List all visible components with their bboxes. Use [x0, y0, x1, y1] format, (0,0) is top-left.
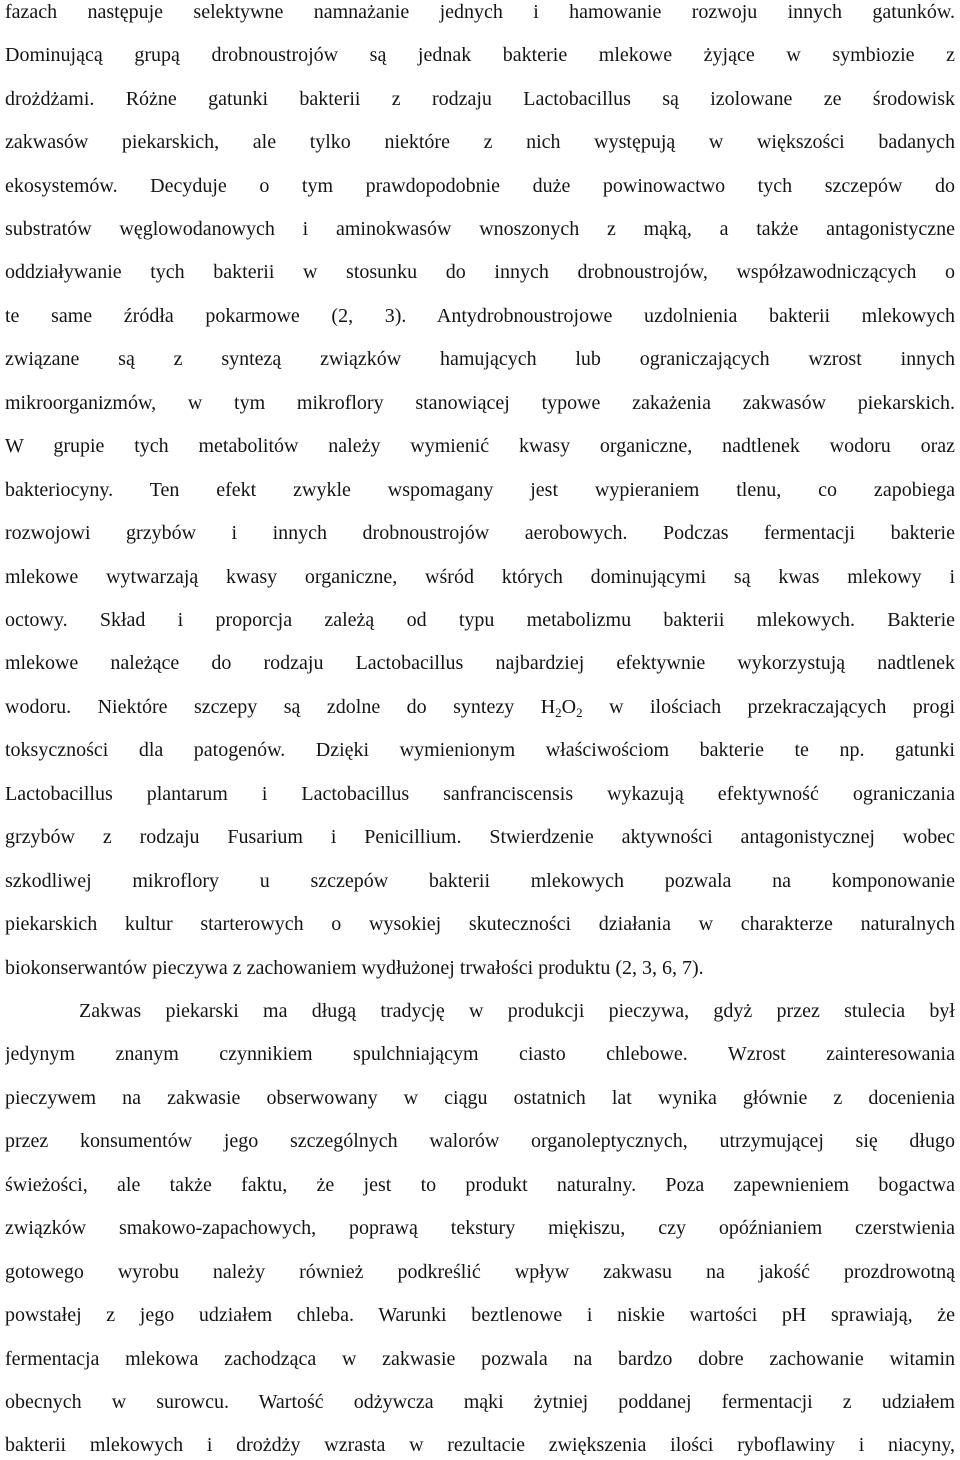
text-line: zakwasów piekarskich, ale tylko niektóre z nich występują w większości badanych — [5, 131, 955, 153]
text-line: bakterii mlekowych i drożdży wzrasta w rezultacie zwiększenia ilości ryboflawiny i niacyny, — [5, 1434, 955, 1456]
text-line: mlekowe należące do rodzaju Lactobacillus najbardziej efektywnie wykorzystują nadtlenek — [5, 652, 955, 674]
text-line: te same źródła pokarmowe (2, 3). Antydrobnoustrojowe uzdolnienia bakterii mlekowych — [5, 305, 955, 327]
text-line: ekosystemów. Decyduje o tym prawdopodobnie duże powinowactwo tych szczepów do — [5, 175, 955, 197]
text-line: przez konsumentów jego szczególnych walorów organoleptycznych, utrzymującej się długo — [5, 1130, 955, 1152]
text-line: piekarskich kultur starterowych o wysokiej skuteczności działania w charakterze naturalnych — [5, 913, 955, 935]
text-line: bakteriocyny. Ten efekt zwykle wspomagany jest wypieraniem tlenu, co zapobiega — [5, 479, 955, 501]
text-line: Dominującą grupą drobnoustrojów są jednak bakterie mlekowe żyjące w symbiozie z — [5, 44, 955, 66]
text-line: obecnych w surowcu. Wartość odżywcza mąki żytniej poddanej fermentacji z udziałem — [5, 1391, 955, 1413]
formula-text-middle: O — [561, 696, 577, 718]
text-line: Zakwas piekarski ma długą tradycję w produkcji pieczywa, gdyż przez stulecia był — [79, 1000, 955, 1022]
text-line: oddziaływanie tych bakterii w stosunku do innych drobnoustrojów, współzawodniczących o — [5, 261, 955, 283]
text-line: powstałej z jego udziałem chleba. Warunki beztlenowe i niskie wartości pH sprawiają, że — [5, 1304, 955, 1326]
text-line: fazach następuje selektywne namnażanie jednych i hamowanie rozwoju innych gatunków. — [5, 1, 955, 23]
text-line: substratów węglowodanowych i aminokwasów wnoszonych z mąką, a także antagonistyczne — [5, 218, 955, 240]
text-line: szkodliwej mikroflory u szczepów bakterii mlekowych pozwala na komponowanie — [5, 870, 955, 892]
formula-subscript: 2 — [576, 705, 583, 719]
text-line: świeżości, ale także faktu, że jest to produkt naturalny. Poza zapewnieniem bogactwa — [5, 1174, 955, 1196]
text-line: grzybów z rodzaju Fusarium i Penicillium. Stwierdzenie aktywności antagonistycznej wobec — [5, 826, 955, 848]
text-line: mikroorganizmów, w tym mikroflory stanowiącej typowe zakażenia zakwasów piekarskich. — [5, 392, 955, 414]
text-line: biokonserwantów pieczywa z zachowaniem wydłużonej trwałości produktu (2, 3, 6, 7). — [5, 957, 704, 979]
text-line: związane są z syntezą związków hamujących lub ograniczających wzrost innych — [5, 348, 955, 370]
text-line: drożdżami. Różne gatunki bakterii z rodzaju Lactobacillus są izolowane ze środowisk — [5, 88, 955, 110]
text-line: gotowego wyrobu należy również podkreślić wpływ zakwasu na jakość prozdrowotną — [5, 1261, 955, 1283]
text-line: pieczywem na zakwasie obserwowany w ciągu ostatnich lat wynika głównie z docenienia — [5, 1087, 955, 1109]
text-line: związków smakowo-zapachowych, poprawą tekstury miękiszu, czy opóźnianiem czerstwienia — [5, 1217, 955, 1239]
text-line: toksyczności dla patogenów. Dzięki wymienionym właściwościom bakterie te np. gatunki — [5, 739, 955, 761]
text-line: mlekowe wytwarzają kwasy organiczne, wśród których dominującymi są kwas mlekowy i — [5, 566, 955, 588]
text-line: Lactobacillus plantarum i Lactobacillus sanfranciscensis wykazują efektywność ograniczania — [5, 783, 955, 805]
formula-text-before: wodoru. Niektóre szczepy są zdolne do syntezy H — [5, 696, 556, 718]
formula-text-after: w ilościach przekraczających progi — [582, 696, 955, 718]
text-line: rozwojowi grzybów i innych drobnoustrojów aerobowych. Podczas fermentacji bakterie — [5, 522, 955, 544]
text-line-with-formula — [5, 695, 955, 719]
text-line: octowy. Skład i proporcja zależą od typu metabolizmu bakterii mlekowych. Bakterie — [5, 609, 955, 631]
text-line: fermentacja mlekowa zachodząca w zakwasie pozwala na bardzo dobre zachowanie witamin — [5, 1348, 955, 1370]
formula-subscript: 2 — [555, 705, 562, 719]
text-line: W grupie tych metabolitów należy wymienić kwasy organiczne, nadtlenek wodoru oraz — [5, 435, 955, 457]
text-line: jedynym znanym czynnikiem spulchniającym ciasto chlebowe. Wzrost zainteresowania — [5, 1043, 955, 1065]
